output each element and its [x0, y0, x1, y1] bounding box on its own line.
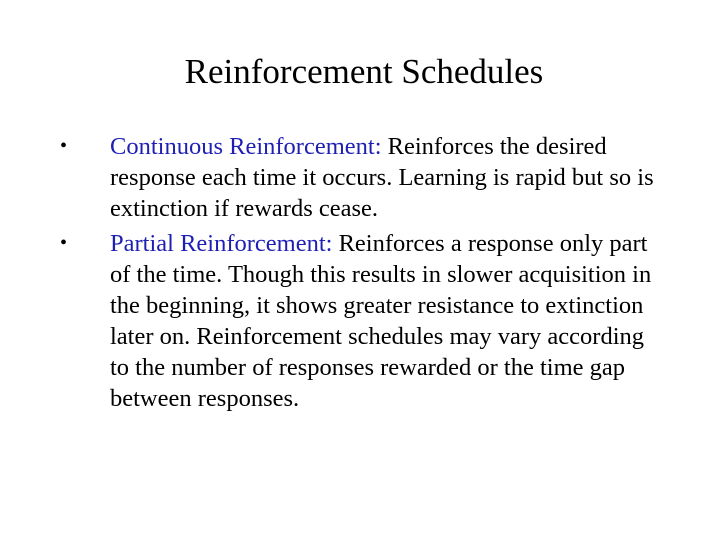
bullet-text: Reinforces a response only part of the time. Though this results in slower acquisition in the beginning, it shows greater resistance to extinction later on. Reinforcement schedules may vary according to the number of responses rewarded or the time gap between responses. [110, 230, 652, 412]
bullet-text: Reinforces the desired response each time it occurs. Learning is rapid but so is extinction if rewards cease. [110, 133, 654, 222]
bullet-icon: • [60, 135, 68, 157]
slide-title: Reinforcement Schedules [184, 52, 544, 91]
bullet-term: Continuous Reinforcement: [110, 133, 382, 160]
bullet-icon: • [60, 232, 68, 254]
bullet-item-partial [0, 228, 728, 414]
bullet-item-continuous [0, 131, 728, 224]
bullet-list [0, 131, 728, 418]
bullet-term: Partial Reinforcement: [110, 230, 333, 257]
